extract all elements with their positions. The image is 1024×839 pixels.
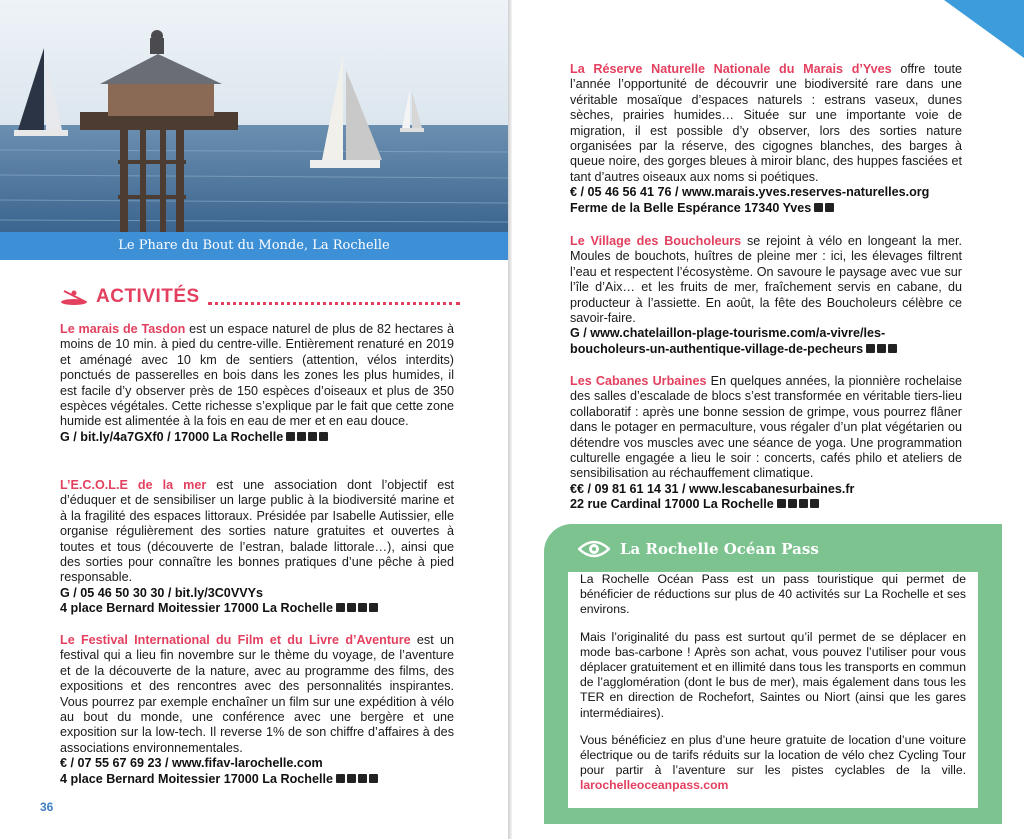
activities-heading [60, 285, 460, 309]
pass-title: La Rochelle Océan Pass [620, 540, 819, 558]
entry-name: Les Cabanes Urbaines [570, 374, 707, 388]
transport-icons [336, 601, 380, 616]
section-title: ACTIVITÉS [96, 286, 200, 307]
pass-content [568, 572, 978, 808]
entry-name: Le marais de Tasdon [60, 322, 186, 336]
corner-tab [944, 0, 1024, 58]
entry-text: est une association dont l’objectif est d’éduquer et de sensibiliser un large public à la biodiversité marine et à la fragilité des espaces littoraux. Présidée par Isabelle Autissier, elle organise régulièrement des sorties nature gratuites et ouvertes à toutes et tous (découverte de l’estran, balade littorale…), ainsi que des sorties pour connaître les bonnes pratiques d’une pêche à pied responsable. [60, 478, 454, 585]
entry-text: offre toute l’année l’opportunité de découvrir une biodiversité rare dans une véritable mosaïque d’espaces naturels : estrans vaseux, dunes sèches, prairies humides… Située sur une importante voie de migration, il est possible d’y observer, lors des sorties nature organisées par la réserve, des cigognes blanches, des barges à queue noire, des gorges bleues à miroir blanc, des huppes fasciées et tant d’autres oiseaux aux noms si poétiques. [570, 62, 963, 184]
entry-reserve-yves [570, 62, 962, 216]
transport-icons [286, 430, 330, 445]
entry-info-1: G / 05 46 50 30 30 / bit.ly/3C0VVYs [60, 585, 264, 600]
eye-icon [578, 539, 610, 559]
transport-icons [814, 201, 836, 216]
entry-text: En quelques années, la pionnière rochelaise des salles d’escalade de blocs s’est transformée en véritable tiers-lieu collaboratif : après une bonne session de grimpe, vous pourrez flâner dans le potager en permaculture, vous régaler d’un plat végétarien ou détendre vos muscles avec une séance de yoga. Une programmation culturelle engagée a lieu le soir : concerts, cafés philo et ateliers de sensibilisation au réchauffement climatique. [570, 374, 962, 481]
page-number: 36 [40, 800, 54, 814]
entry-info-1: G / www.chatelaillon-plage-tourisme.com/a-vivre/les-boucholeurs-un-authentique-village-de-pecheurs [570, 326, 962, 357]
entry-name: L’E.C.O.L.E de la mer [60, 478, 207, 492]
entry-text: est un festival qui a lieu fin novembre sur le thème du voyage, de l’aventure et de la découverte de la nature, avec au programme des films, des expositions et des rencontres avec des personnalités inspirantes. Vous pourrez par exemple enchaîner un film sur une expédition à vélo au bout du monde, une conférence avec une bergère et une exposition sur la low-tech. Il reverse 1% de son chiffre d’affaires à des associations environnementales. [60, 633, 454, 755]
transport-icons [336, 772, 380, 787]
pass-paragraph-1: La Rochelle Océan Pass est un pass touristique qui permet de bénéficier de réductions sur plus de 40 activités sur La Rochelle et ses environs. [580, 572, 966, 617]
right-page [512, 0, 1024, 839]
entry-boucholeurs [570, 234, 962, 357]
transport-icons [866, 342, 899, 357]
entry-text: est un espace naturel de plus de 82 hectares à moins de 10 min. à pied du centre-ville. Entièrement renaturé en 2019 et aménagé avec 10 km de sentiers (attention, vélos interdits) ponctués de passerelles en bois dans les zones les plus humides, il est facile d’y observer près de 150 espèces d’oiseaux et plus de 350 espèces végétales. Cette richesse s’explique par le fait que cette zone humide est alimentée à la fois en eau de mer et en eau douce. [60, 322, 454, 429]
pass-link[interactable]: larochelleoceanpass.com [580, 778, 729, 793]
entry-info-2: 22 rue Cardinal 17000 La Rochelle [570, 497, 962, 512]
transport-icons [777, 497, 821, 512]
kayak-icon [60, 288, 88, 306]
photo-caption: Le Phare du Bout du Monde, La Rochelle [0, 232, 508, 260]
left-page [0, 0, 508, 839]
entry-name: Le Festival International du Film et du Livre d’Aventure [60, 633, 411, 647]
entry-ecole-mer [60, 478, 454, 617]
pass-heading [578, 538, 819, 560]
entry-festival [60, 633, 454, 787]
entry-text: se rejoint à vélo en longeant la mer. Moules de bouchots, huîtres de pleine mer : ici, les élevages filtrent l’eau et respectent l’écosystème. On savoure le paysage avec vue sur l’île d’Aix… et les fruits de mer, fraîchement servis en cabane, du producteur à l’assiette. En août, la fête des Boucholeurs célèbre ce savoir-faire. [570, 234, 962, 326]
entry-info: G / bit.ly/4a7GXf0 / 17000 La Rochelle [60, 430, 454, 445]
entry-info-1: € / 07 55 67 69 23 / www.fifav-larochelle.com [60, 756, 323, 771]
pass-paragraph-2: Mais l’originalité du pass est surtout qu’il permet de se déplacer en mode bas-carbone ! Après son achat, vous pouvez l’utiliser pour vous déplacer gratuitement et en illimité dans tous les transports en commun de l’agglomération (dont le bus de mer), mais également dans tous les TER en direction de Rochefort, Saintes ou Niort (ainsi que les gares intermédiaires). [580, 629, 966, 720]
entry-name: Le Village des Boucholeurs [570, 234, 742, 248]
entry-info-1: € / 05 46 56 41 76 / www.marais.yves.reserves-naturelles.org [570, 185, 930, 200]
entry-info-1: €€ / 09 81 61 14 31 / www.lescabanesurbaines.fr [570, 481, 855, 496]
entry-info-2: Ferme de la Belle Espérance 17340 Yves [570, 201, 962, 216]
ocean-pass-box [544, 524, 1002, 824]
entry-marais-tasdon [60, 322, 454, 445]
pass-paragraph-3: Vous bénéficiez en plus d’une heure gratuite de location d’une voiture électrique ou de tarifs réduits sur la location de vélo chez Cycling Tour pour partir à l’aventure sur les pistes cyclables de la ville. larochelleoceanpass.com [580, 732, 966, 793]
lighthouse-photo [0, 0, 508, 260]
entry-name: La Réserve Naturelle Nationale du Marais d’Yves [570, 62, 892, 76]
title-dotted-rule [208, 290, 460, 305]
entry-cabanes-urbaines [570, 374, 962, 513]
entry-info-2: 4 place Bernard Moitessier 17000 La Rochelle [60, 772, 454, 787]
entry-info-2: 4 place Bernard Moitessier 17000 La Rochelle [60, 601, 454, 616]
